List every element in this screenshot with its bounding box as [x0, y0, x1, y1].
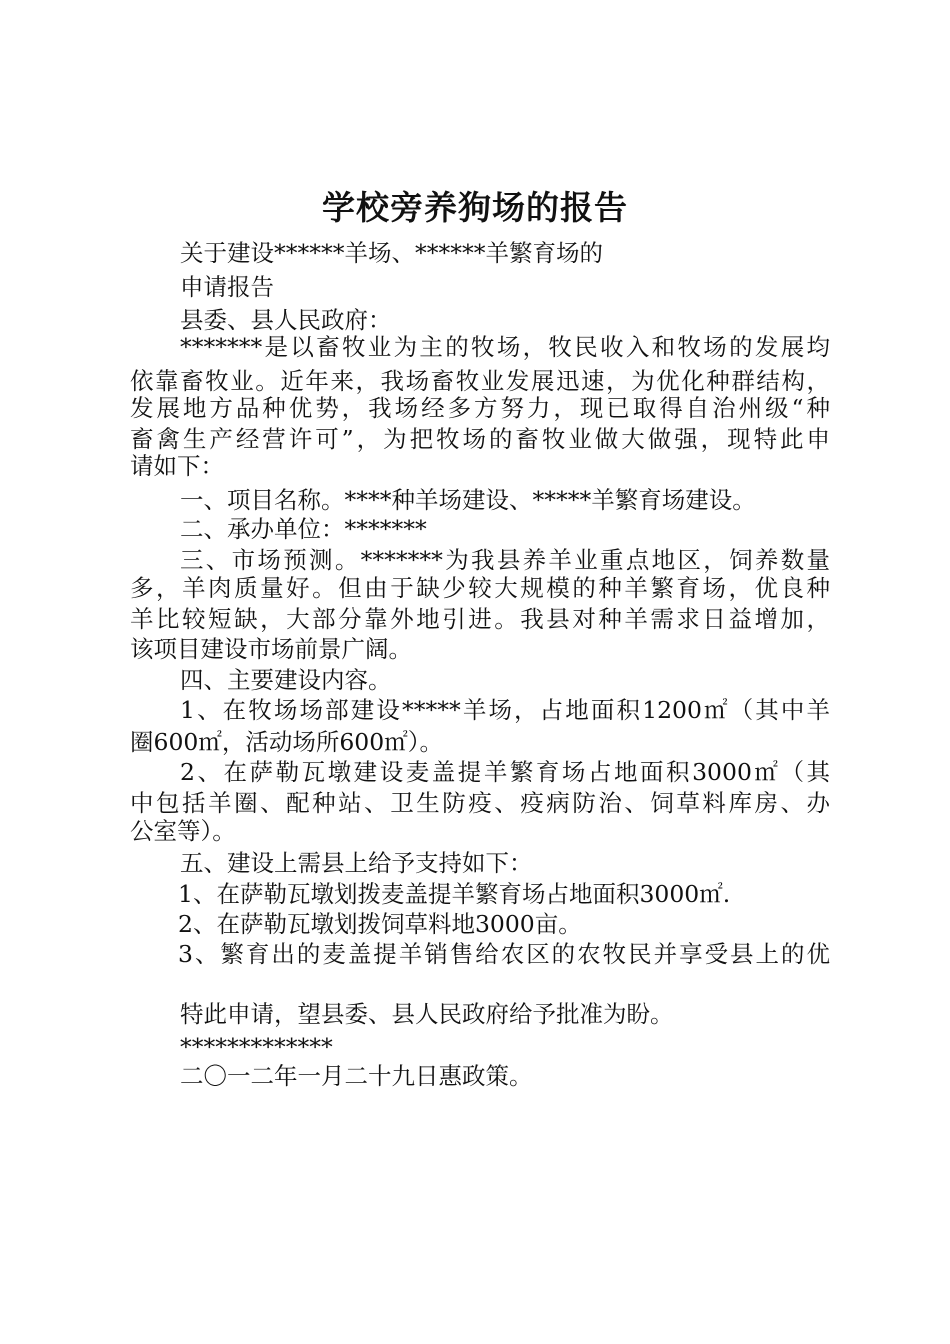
closing-line: 特此申请，望县委、县人民政府给予批准为盼。	[180, 1000, 674, 1028]
subtitle-line-1: 关于建设******羊场、******羊繁育场的	[180, 239, 603, 267]
paragraph-line: 多，羊肉质量好。但由于缺少较大规模的种羊繁育场，优良种	[130, 574, 830, 602]
section-heading-4: 四、主要建设内容。	[180, 666, 392, 694]
list-item-line: 3、繁育出的麦盖提羊销售给农区的农牧民并享受县上的优	[178, 940, 830, 968]
list-item-line: 2、在萨勒瓦墩建设麦盖提羊繁育场占地面积3000㎡（其	[180, 758, 830, 786]
paragraph-line: 三、市场预测。*******为我县养羊业重点地区，饲养数量	[180, 546, 830, 574]
paragraph-line: 羊比较短缺，大部分靠外地引进。我县对种羊需求日益增加，	[130, 605, 830, 633]
paragraph-line: 发展地方品种优势，我场经多方努力，现已取得自治州级“种	[130, 394, 830, 422]
signature-line: *************	[180, 1033, 333, 1061]
subtitle-line-2: 申请报告	[180, 273, 274, 301]
paragraph-line: 请如下：	[130, 452, 224, 480]
section-heading-1: 一、项目名称。****种羊场建设、*****羊繁育场建设。	[180, 486, 756, 514]
paragraph-line: 依靠畜牧业。近年来，我场畜牧业发展迅速，为优化种群结构，	[130, 367, 830, 395]
list-item-line: 1、在萨勒瓦墩划拨麦盖提羊繁育场占地面积3000㎡.	[178, 880, 731, 908]
section-heading-5: 五、建设上需县上给予支持如下：	[180, 849, 533, 877]
list-item-line: 圈600㎡，活动场所600㎡）。	[130, 728, 443, 756]
section-heading-2: 二、承办单位：*******	[180, 515, 427, 543]
paragraph-line: 畜禽生产经营许可”，为把牧场的畜牧业做大做强，现特此申	[130, 425, 830, 453]
list-item-line: 2、在萨勒瓦墩划拨饲草料地3000亩。	[178, 910, 582, 938]
paragraph-line: 该项目建设市场前景广阔。	[130, 635, 412, 663]
list-item-line: 中包括羊圈、配种站、卫生防疫、疫病防治、饲草料库房、办	[130, 789, 830, 817]
list-item-line: 公室等）。	[130, 817, 236, 845]
document-title: 学校旁养狗场的报告	[322, 188, 628, 227]
addressee-line: 县委、县人民政府：	[180, 306, 392, 334]
list-item-line: 1、在牧场场部建设*****羊场，占地面积1200㎡（其中羊	[180, 696, 830, 724]
paragraph-line: *******是以畜牧业为主的牧场，牧民收入和牧场的发展均	[180, 333, 830, 361]
date-line: 二〇一二年一月二十九日惠政策。	[180, 1062, 533, 1090]
